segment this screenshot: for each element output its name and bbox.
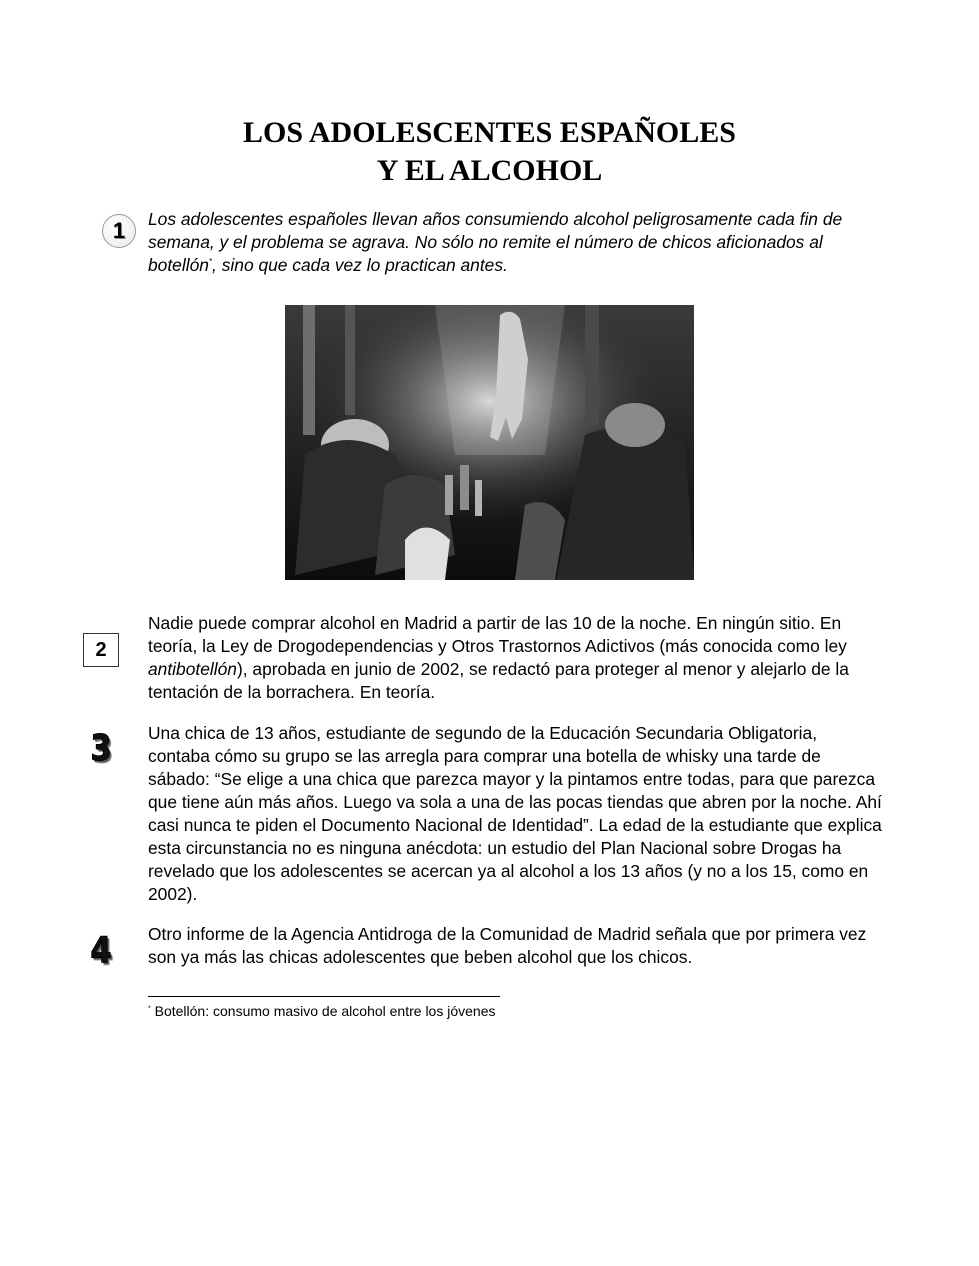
paragraph-2 <box>148 612 883 704</box>
document-title <box>0 114 979 190</box>
footnote <box>148 1002 495 1020</box>
paragraph-3-text: Una chica de 13 años, estudiante de segundo de la Educación Secundaria Obligatoria, contaba cómo su grupo se las arregla para comprar una botella de whisky una tarde de sábado: “Se elige a una chica que parezca mayor y la pintamos entre todas, para que parezca que tiene aún más años. Luego va sola a una de las pocas tiendas que abren por la noche. Ahí casi nunca te piden el Documento Nacional de Identidad”. La edad de la estudiante que explica esta circunstancia no es ninguna anécdota: un estudio del Plan Nacional sobre Drogas ha revelado que los adolescentes se acercan ya al alcohol a los 13 años (y no a los 15, como en 2002). <box>148 723 882 904</box>
paragraph-3 <box>148 722 883 906</box>
paragraph-2-text-before: Nadie puede comprar alcohol en Madrid a partir de las 10 de la noche. En ningún sitio. En teoría, la Ley de Drogodependencias y Otros Trastornos Adictivos (más conocida como ley <box>148 613 847 656</box>
footnote-divider <box>148 996 500 997</box>
paragraph-number-3-badge: 3 <box>90 727 112 769</box>
paragraph-number-1-badge: 1 <box>102 214 136 248</box>
paragraph-2-italic-term: antibotellón <box>148 659 237 679</box>
paragraph-1 <box>148 208 883 277</box>
paragraph-1-text-before: Los adolescentes españoles llevan años consumiendo alcohol peligrosamente cada fin de semana, y el problema se agrava. No sólo no remite el número de chicos aficionados al botellón <box>148 209 843 275</box>
paragraph-1-text-after: , sino que cada vez lo practican antes. <box>212 255 508 275</box>
footnote-text: Botellón: consumo masivo de alcohol entre los jóvenes <box>150 1003 496 1019</box>
paragraph-number-2-box: 2 <box>83 633 119 667</box>
title-line-2: Y EL ALCOHOL <box>376 154 603 187</box>
footnote-mark: * <box>148 1005 151 1013</box>
title-line-1: LOS ADOLESCENTES ESPAÑOLES <box>243 116 736 149</box>
botellon-photo <box>285 305 694 580</box>
footnote-reference-mark: * <box>208 257 213 267</box>
paragraph-number-4-badge: 4 <box>90 929 112 971</box>
paragraph-4 <box>148 923 883 969</box>
paragraph-2-text-after: ), aprobada en junio de 2002, se redactó para proteger al menor y alejarlo de la tentación de la borrachera. En teoría. <box>148 659 849 702</box>
paragraph-4-text: Otro informe de la Agencia Antidroga de la Comunidad de Madrid señala que por primera vez son ya más las chicas adolescentes que beben alcohol que los chicos. <box>148 924 867 967</box>
